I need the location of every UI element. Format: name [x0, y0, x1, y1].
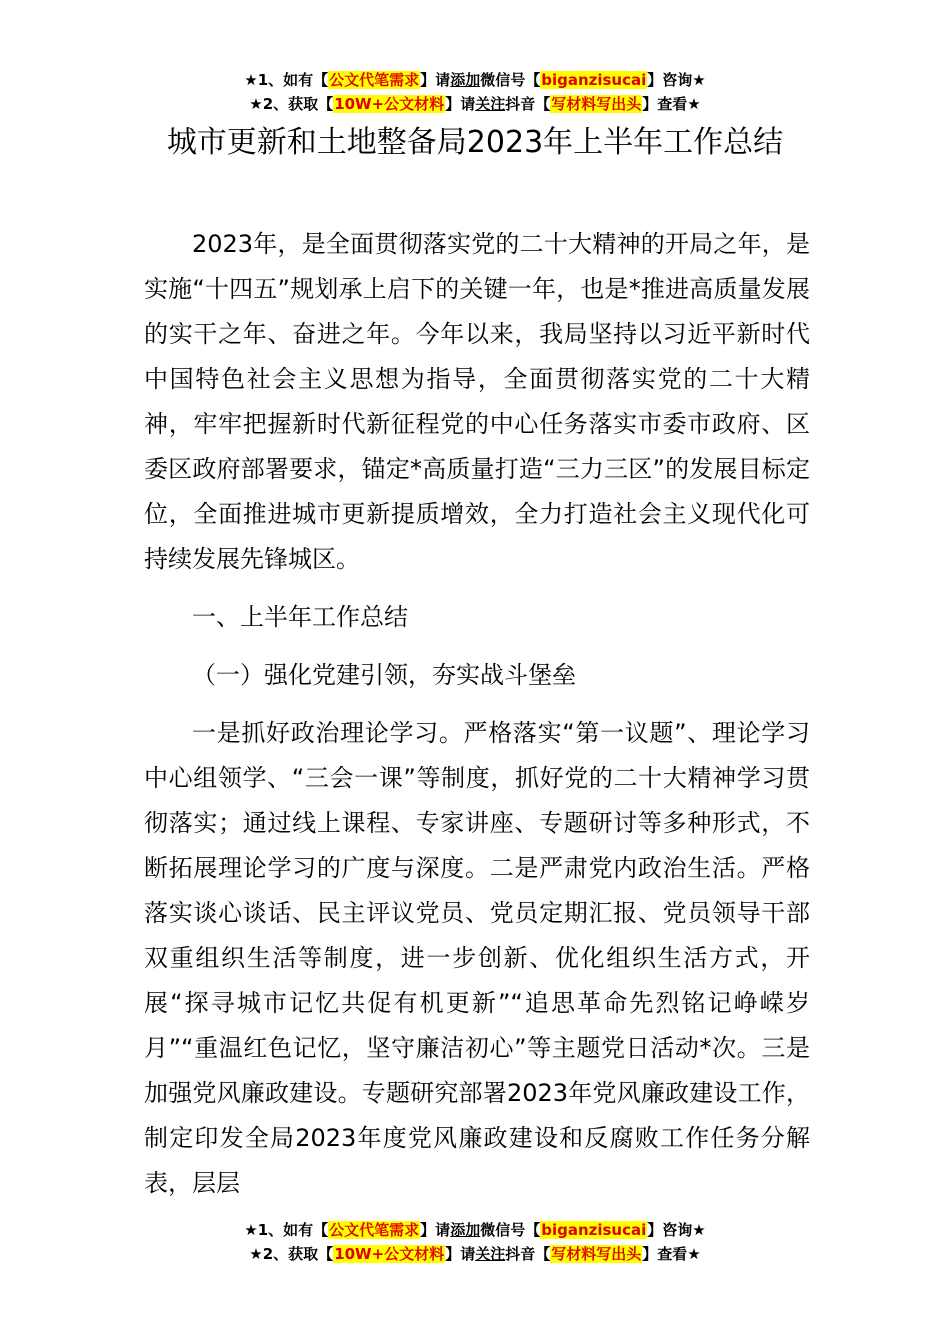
promo-underline: 关注 — [475, 95, 506, 113]
body-paragraph: 一是抓好政治理论学习。严格落实“第一议题”、理论学习中心组领学、“三会一课”等制度，抓好党的二十大精神学习贯彻落实；通过线上课程、专家讲座、专题研讨等多种形式，不断拓展理论学习的广度与深度。二是严肃党内政治生活。严格落实谈心谈话、民主评议党员、党员定期汇报、党员领导干部双重组织生活等制度，进一步创新、优化组织生活方式，开展“探寻城市记忆共促有机更新”“追思革命先烈铭记峥嵘岁月”“重温红色记忆，坚守廉洁初心”等主题党日活动*次。三是加强党风廉政建设。专题研究部署2023年党风廉政建设工作，制定印发全局2023年度党风廉政建设和反腐败工作任务分解表，层层 — [144, 719, 810, 1197]
promo-highlight: 公文代笔需求 — [329, 71, 420, 89]
promo-underline: 添加 — [450, 1221, 481, 1239]
promo-highlight: 10W+公文材料 — [334, 95, 445, 113]
promo-highlight: biganzisucai — [541, 71, 647, 89]
promo-highlight: 写材料写出头 — [551, 1245, 642, 1263]
promo-line-1 — [0, 1218, 950, 1242]
promo-line-2 — [0, 1242, 950, 1266]
promo-banner-bottom — [0, 1218, 950, 1266]
promo-highlight: biganzisucai — [541, 1221, 647, 1239]
promo-underline: 添加 — [450, 71, 481, 89]
document-title: 城市更新和土地整备局2023年上半年工作总结 — [166, 125, 784, 160]
promo-line-2 — [0, 92, 950, 116]
promo-text: 抖音【 — [505, 1245, 551, 1263]
subsection-heading: （一）强化党建引领，夯实战斗堡垒 — [192, 661, 576, 689]
promo-text: 】请 — [445, 1245, 476, 1263]
promo-text: 】查看★ — [642, 1245, 701, 1263]
document-body — [144, 222, 810, 1206]
promo-text: 】请 — [445, 95, 476, 113]
promo-text: 抖音【 — [505, 95, 551, 113]
promo-text: ★2、获取【 — [249, 1245, 334, 1263]
section-heading: 一、上半年工作总结 — [192, 603, 408, 631]
promo-text: ★1、如有【 — [244, 1221, 329, 1239]
promo-text: 】查看★ — [642, 95, 701, 113]
promo-highlight: 写材料写出头 — [551, 95, 642, 113]
promo-underline: 关注 — [475, 1245, 506, 1263]
promo-highlight: 10W+公文材料 — [334, 1245, 445, 1263]
promo-line-1 — [0, 68, 950, 92]
promo-banner-top — [0, 68, 950, 116]
promo-text: 】咨询★ — [647, 1221, 706, 1239]
promo-highlight: 公文代笔需求 — [329, 1221, 420, 1239]
promo-text: 】咨询★ — [647, 71, 706, 89]
promo-text: 】请 — [420, 71, 451, 89]
promo-text: 微信号【 — [480, 1221, 541, 1239]
intro-paragraph: 2023年，是全面贯彻落实党的二十大精神的开局之年，是实施“十四五”规划承上启下的关键一年，也是*推进高质量发展的实干之年、奋进之年。今年以来，我局坚持以习近平新时代中国特色社会主义思想为指导，全面贯彻落实党的二十大精神，牢牢把握新时代新征程党的中心任务落实市委市政府、区委区政府部署要求，锚定*高质量打造“三力三区”的发展目标定位，全面推进城市更新提质增效，全力打造社会主义现代化可持续发展先锋城区。 — [144, 230, 810, 573]
promo-text: ★1、如有【 — [244, 71, 329, 89]
promo-text: 】请 — [420, 1221, 451, 1239]
promo-text: ★2、获取【 — [249, 95, 334, 113]
promo-text: 微信号【 — [480, 71, 541, 89]
